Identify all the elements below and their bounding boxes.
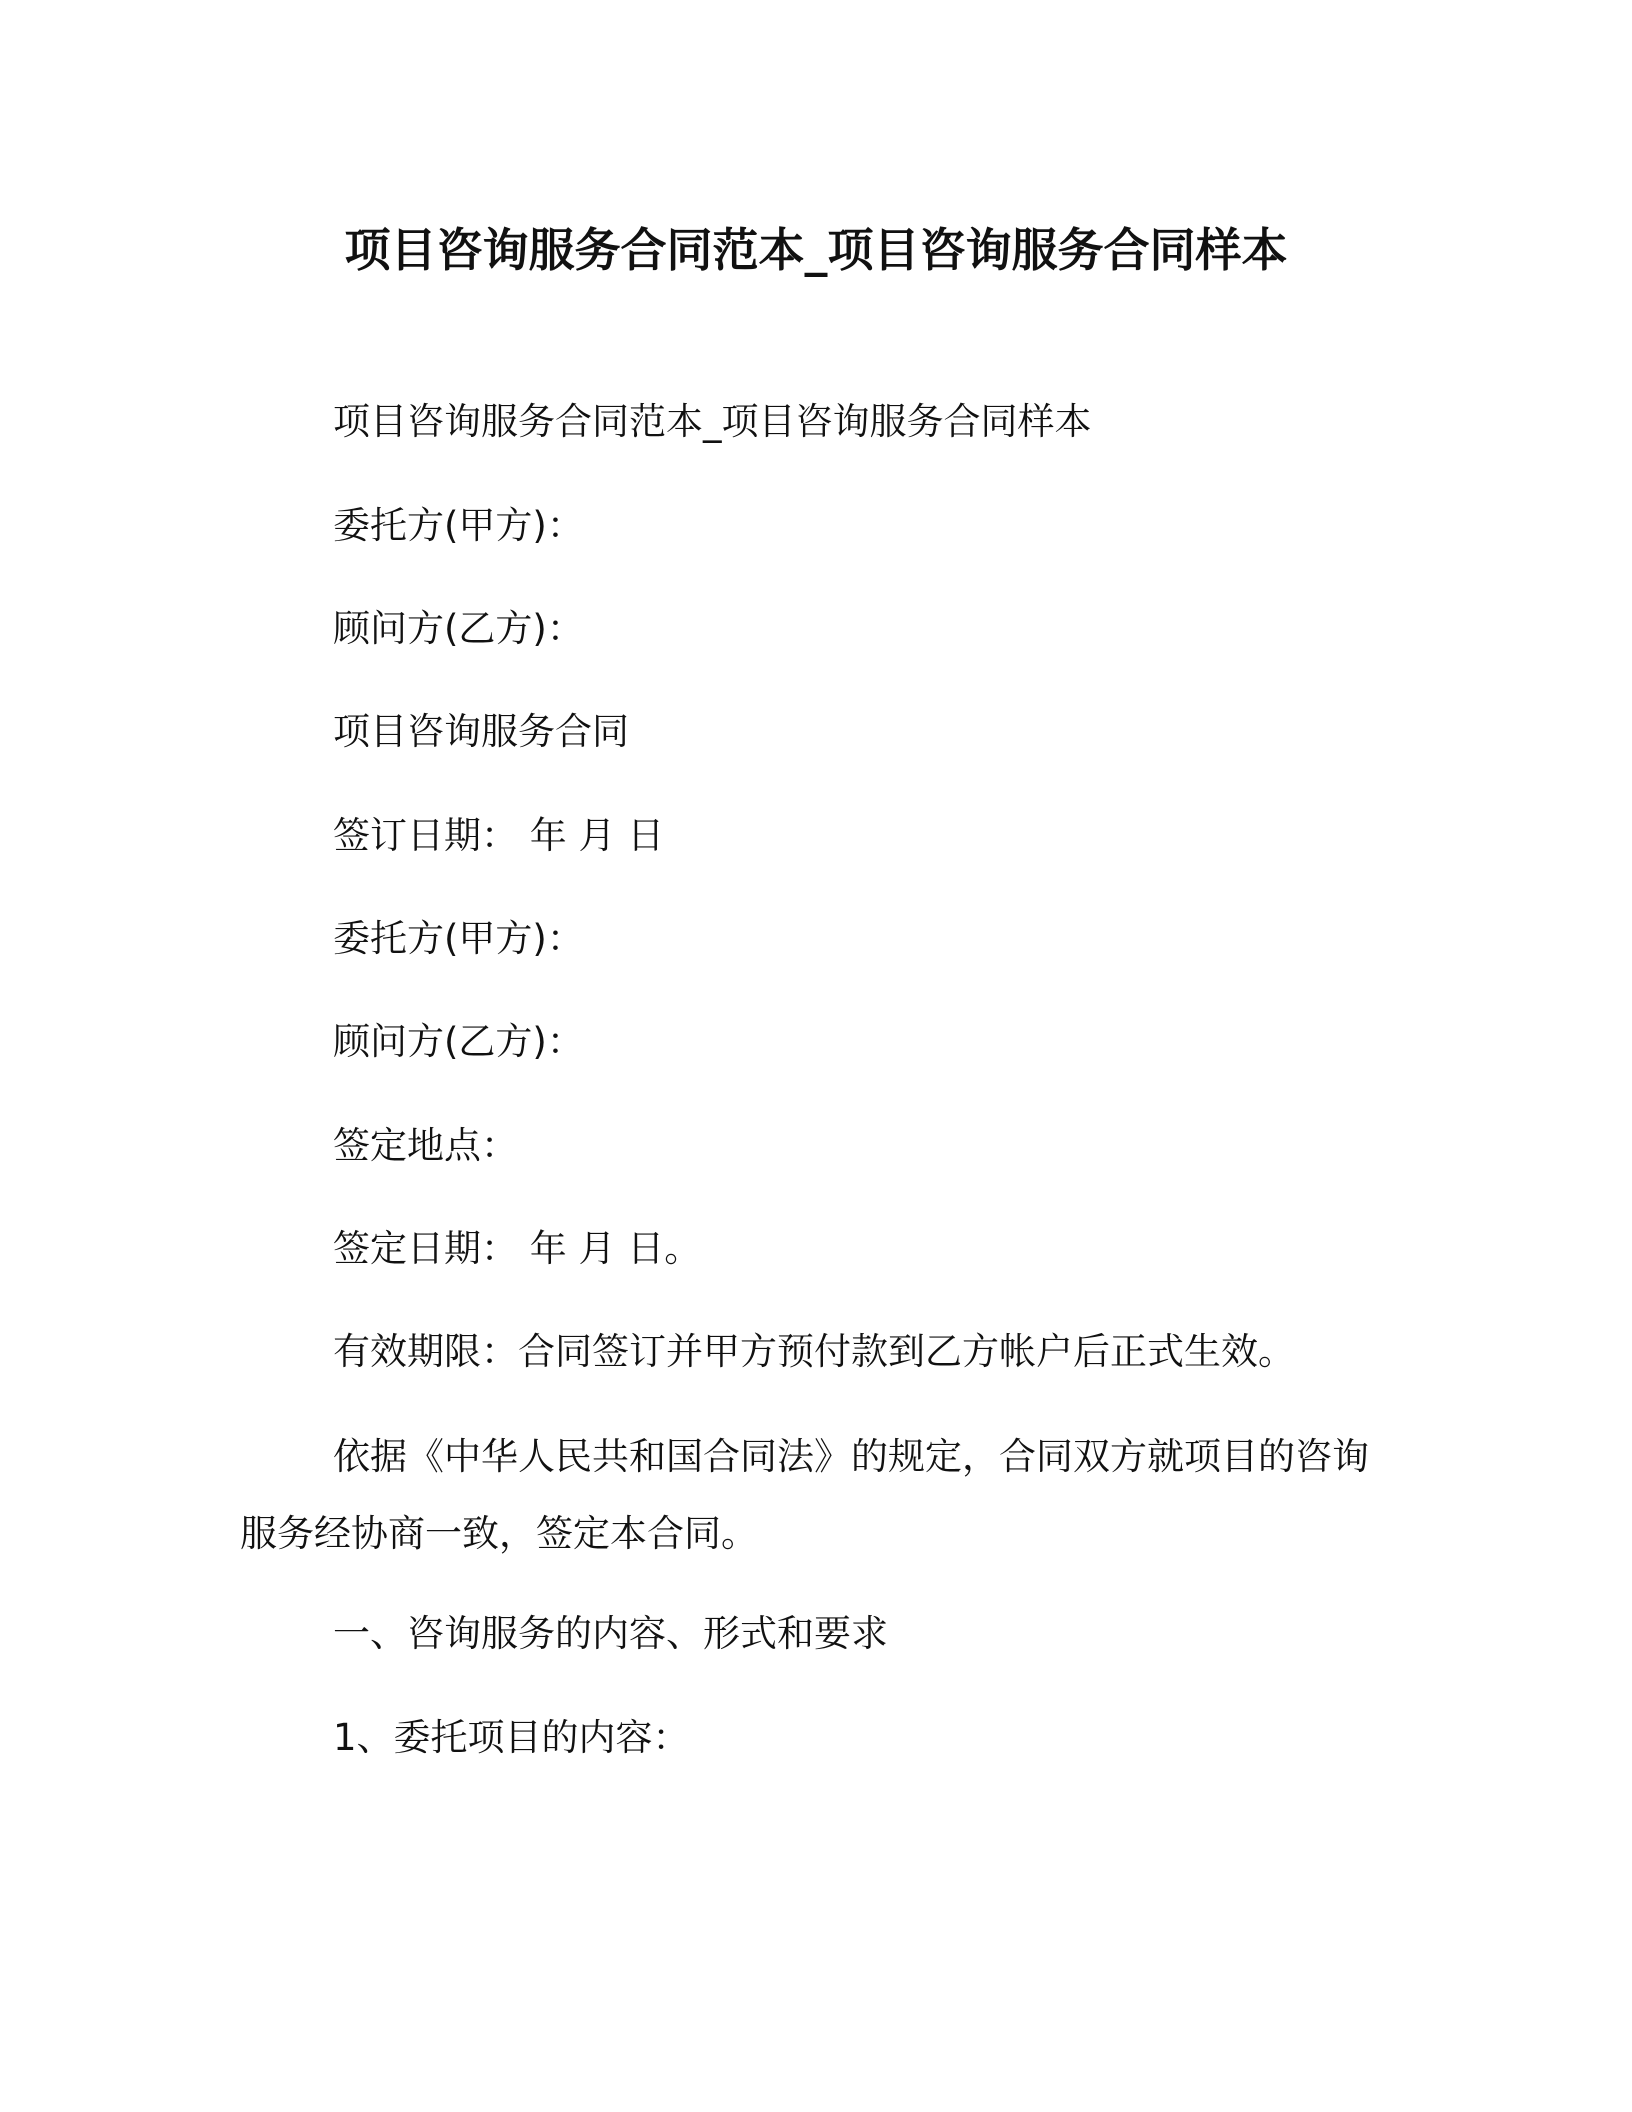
client-party-a-line: 委托方(甲方)：: [333, 504, 584, 547]
client-party-a-line-2: 委托方(甲方)：: [333, 917, 584, 960]
signing-date-line-2: 签定日期： 年 月 日。: [333, 1227, 702, 1270]
document-title: 项目咨询服务合同范本_项目咨询服务合同样本: [344, 223, 1288, 277]
consultant-party-b-line: 顾问方(乙方)：: [333, 607, 584, 650]
item-1-line: 1、委托项目的内容：: [333, 1716, 690, 1759]
subtitle-paragraph: 项目咨询服务合同范本_项目咨询服务合同样本: [333, 400, 1092, 443]
consultant-party-b-line-2: 顾问方(乙方)：: [333, 1020, 584, 1063]
contract-name-line: 项目咨询服务合同: [333, 710, 629, 753]
legal-basis-paragraph: 依据《中华人民共和国合同法》的规定，合同双方就项目的咨询服务经协商一致，签定本合同。: [240, 1435, 1369, 1555]
validity-period-line: 有效期限：合同签订并甲方预付款到乙方帐户后正式生效。: [333, 1330, 1295, 1373]
section-heading-1: 一、咨询服务的内容、形式和要求: [333, 1612, 888, 1655]
signing-date-line: 签订日期： 年 月 日: [333, 814, 665, 857]
signing-place-line: 签定地点：: [333, 1124, 518, 1167]
